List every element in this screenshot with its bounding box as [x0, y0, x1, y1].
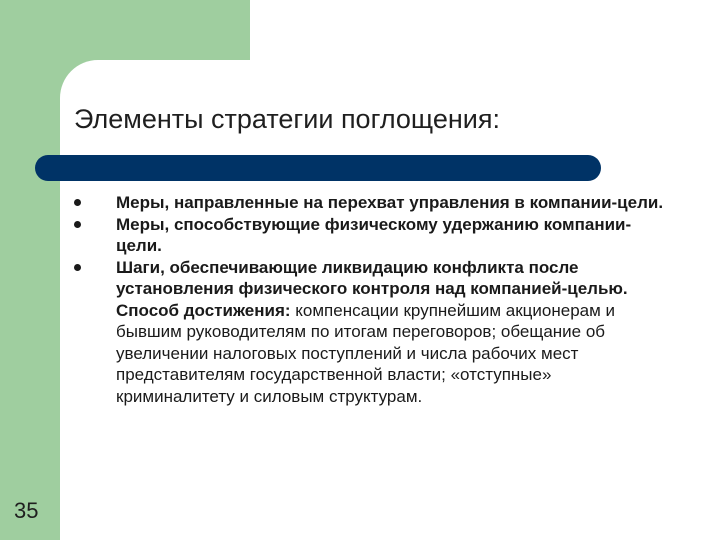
- bullet-dot-icon: [74, 221, 81, 228]
- bullet-bold-text: Меры, способствующие физическому удержанию компании-цели.: [116, 214, 632, 255]
- bullet-item: [72, 192, 672, 214]
- bullet-dot-icon: [74, 199, 81, 206]
- title-underline-bar: [35, 155, 601, 181]
- bullet-normal-text: компенсации крупнейшим акционерам и бывшим руководителям по итогам переговоров; обещание об увеличении налоговых поступлений и числа рабочих мест представителям государственной власти; «отступные» криминалитету и силовым структурам.: [116, 300, 616, 406]
- bullet-list: [72, 192, 672, 407]
- slide-title: Элементы стратегии поглощения:: [74, 104, 500, 134]
- bullet-item: [72, 214, 672, 257]
- bullet-bold-text: Меры, направленные на перехват управления в компании-цели.: [116, 193, 664, 212]
- bullet-dot-icon: [74, 264, 81, 271]
- slide-number: 35: [14, 498, 39, 523]
- bullet-bold-text: Шаги, обеспечивающие ликвидацию конфликта после установления физического контроля над компанией-целью. Способ достижения:: [116, 257, 628, 320]
- bullet-item: [72, 257, 672, 408]
